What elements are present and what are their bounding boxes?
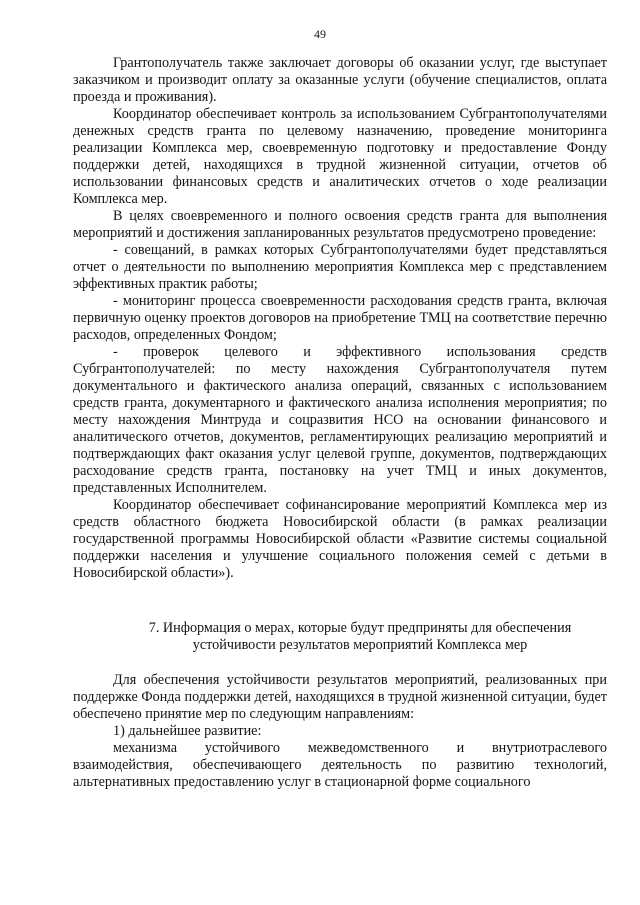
paragraph-point-1-text: механизма устойчивого межведомственного и внутриотраслевого взаимодействия, обеспечивающего деятельность по развитию технологий, альтернативных предоставлению услуг в стационарной форме социального [73,740,607,790]
section-heading-line-2: устойчивости результатов мероприятий Комплекса мер [192,637,528,653]
section-spacer [73,582,607,620]
paragraph-cofinancing: Координатор обеспечивает софинансирование мероприятий Комплекса мер из средств областного бюджета Новосибирской области (в рамках реализации государственной программы Новосибирской области «Развитие системы социальной поддержки населения и улучшение социального положения семей с детьми в Новосибирской области»). [73,497,607,581]
document-body [73,55,607,791]
list-item-inspections: - проверок целевого и эффективного использования средств Субгрантополучателей: по месту нахождения Субгрантополучателя путем документального и фактического анализа операций, связанных с использованием средств гранта, документарного и фактического анализа исполнения мероприятия; по месту нахождения Минтруда и соцразвития НСО на основании финансового и аналитического отчетов, документов, регламентирующих реализацию мероприятий и подтверждающих факт оказания услуг целевой группе, документов, подтверждающих расходование средств гранта, постановку на учет ТМЦ и иных документов, представленных Исполнителем. [73,344,607,496]
paragraph-point-1: 1) дальнейшее развитие: [113,723,262,739]
list-item-monitoring: - мониторинг процесса своевременности расходования средств гранта, включая первичную оценку проектов договоров на приобретение ТМЦ на соответствие перечню расходов, определенных Фондом; [73,293,607,343]
page-number: 49 [314,27,326,41]
paragraph-timely-use: В целях своевременного и полного освоения средств гранта для выполнения мероприятий и достижения запланированных результатов предусмотрено проведение: [73,208,607,241]
list-item-meetings: - совещаний, в рамках которых Субгрантополучателями будет представляться отчет о деятельности по выполнению мероприятия Комплекса мер с представлением эффективных практик работы; [73,242,607,292]
paragraph-grant-recipient: Грантополучатель также заключает договоры об оказании услуг, где выступает заказчиком и производит оплату за оказанные услуги (обучение специалистов, оплата проезда и проживания). [73,55,607,105]
section-heading-line-1: 7. Информация о мерах, которые будут предприняты для обеспечения [148,620,572,636]
paragraph-coordinator-control: Координатор обеспечивает контроль за использованием Субгрантополучателями денежных средств гранта по целевому назначению, проведение мониторинга реализации Комплекса мер, своевременную подготовку и предоставление Фонду поддержки детей, находящихся в трудной жизненной ситуации, отчетов об использовании финансовых средств и аналитических отчетов о ходе реализации Комплекса мер. [73,106,607,207]
heading-spacer [73,654,607,672]
paragraph-sustainability-intro: Для обеспечения устойчивости результатов мероприятий, реализованных при поддержке Фонда поддержки детей, находящихся в трудной жизненной ситуации, будет обеспечено принятие мер по следующим направлениям: [73,672,607,722]
